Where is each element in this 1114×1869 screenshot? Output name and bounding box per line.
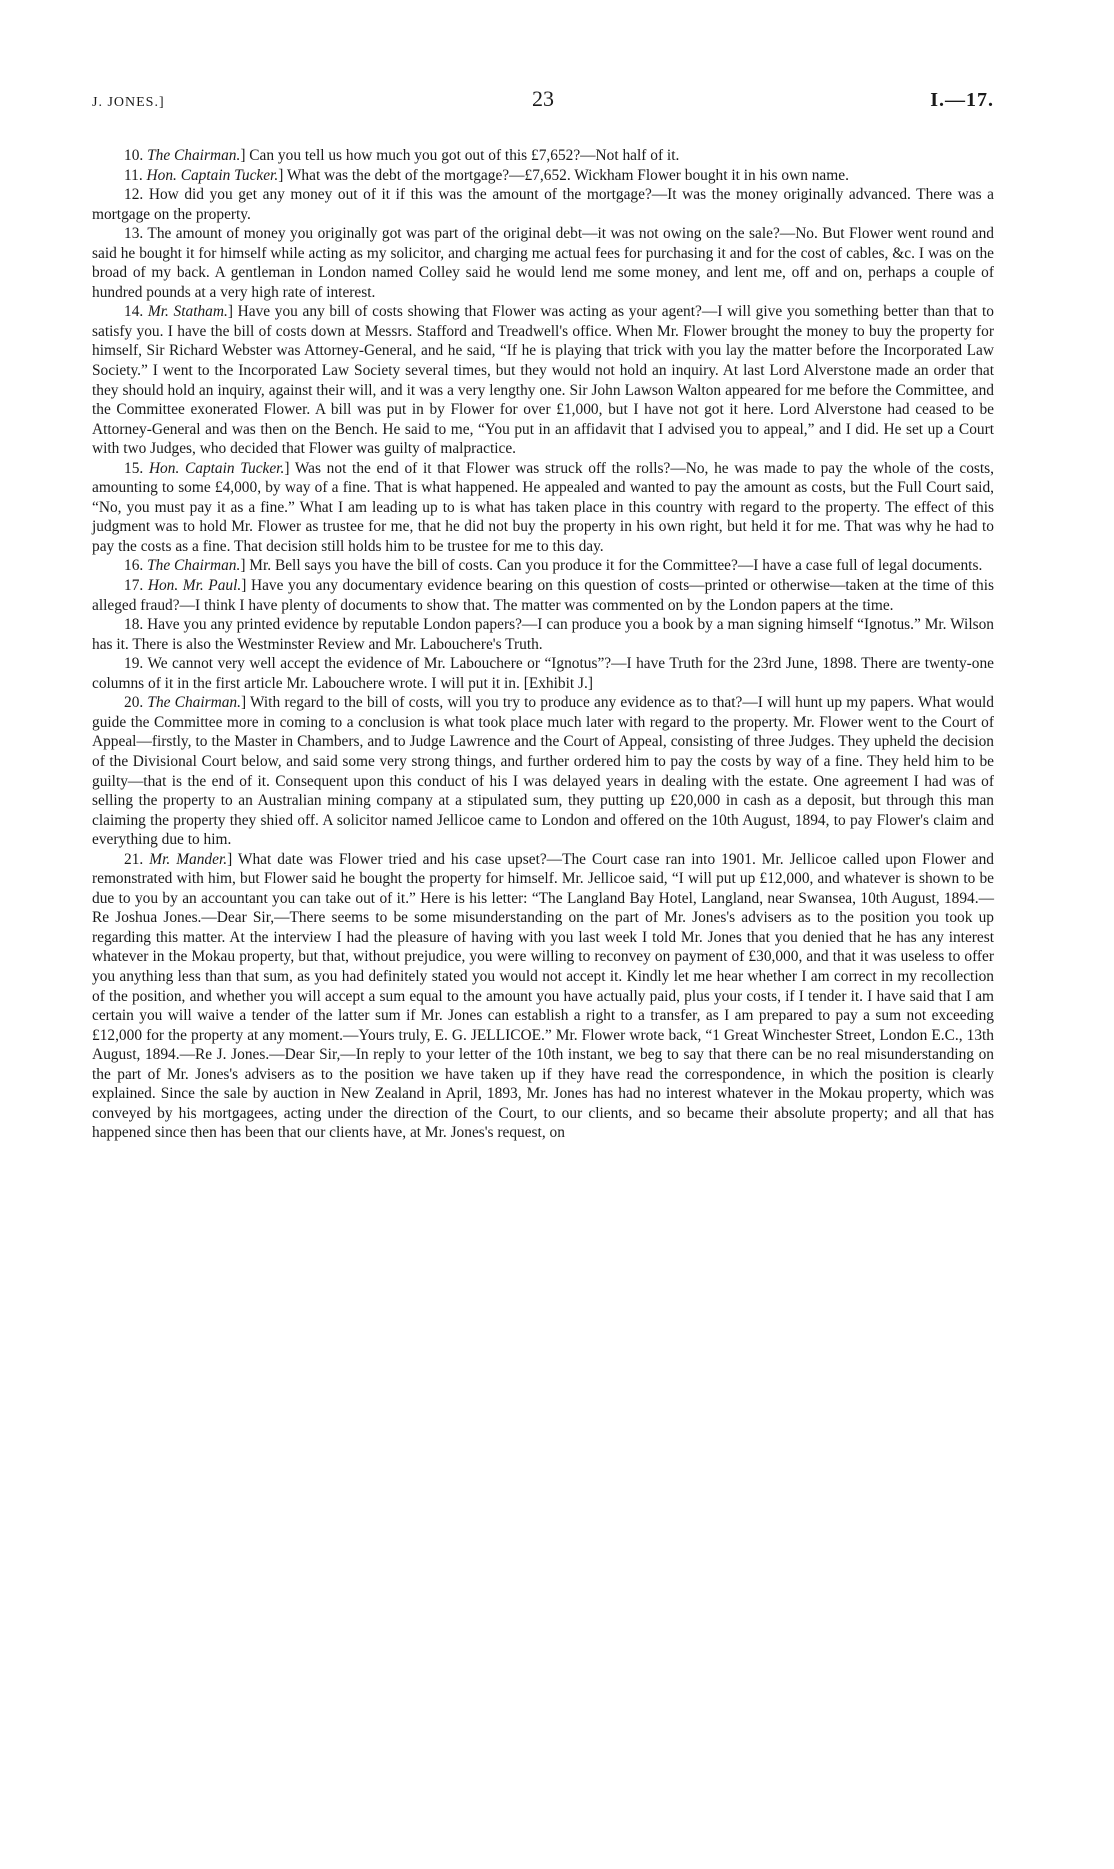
paragraph-number: 19.: [124, 655, 148, 673]
paragraph-number: 12.: [124, 186, 149, 204]
paragraph: [92, 850, 994, 1143]
paragraph-text: ] Was not the end of it that Flower was struck off the rolls?—No, he was made to pay the whole of the costs, amounting to some £4,000, by way of a fine. That is what happened. He appealed and wanted to pay the amount as costs, but the Full Court said, “No, you must pay it as a fine.” What I am leading up to is what has taken place in this country with regard to the property. The effect of this judgment was to hold Mr. Flower as trustee for me, that he did not buy the property in his own right, but held it for me. That was why he had to pay the costs as a fine. That decision still holds him to be trustee for me to this day.: [92, 459, 994, 555]
paragraph-text: ] Mr. Bell says you have the bill of costs. Can you produce it for the Committee?—I have a case full of legal documents.: [240, 557, 983, 575]
document-reference: I.—17.: [930, 89, 994, 111]
page-number: 23: [532, 86, 554, 111]
paragraph-number: 11.: [124, 166, 147, 184]
paragraph-text: How did you get any money out of it if this was the amount of the mortgage?—It was the money originally advanced. There was a mortgage on the property.: [92, 186, 994, 223]
running-head-left: J. JONES.]: [92, 95, 165, 110]
speaker: Mr. Statham.: [147, 303, 228, 321]
speaker: Hon. Mr. Paul.: [147, 577, 242, 595]
paragraph-number: 13.: [124, 225, 148, 243]
paragraph-text: ] Have you any documentary evidence bearing on this question of costs—printed or otherwise—taken at the time of this alleged fraud?—I think I have plenty of documents to show that. The matter was commented on by the London papers at the time.: [92, 577, 994, 614]
speaker: Mr. Mander.: [149, 850, 228, 868]
speaker: Hon. Captain Tucker.: [148, 459, 285, 477]
paragraph-text: ] Can you tell us how much you got out of this £7,652?—Not half of it.: [240, 147, 680, 164]
speaker: Hon. Captain Tucker.: [146, 166, 279, 184]
paragraph: [92, 654, 994, 693]
paragraph-number: 14.: [124, 303, 148, 321]
evidence-body: [92, 146, 994, 1143]
paragraph-text: The amount of money you originally got was part of the original debt—it was not owing on the sale?—No. But Flower went round and said he bought it for himself while acting as my solicitor, and charging me actual fees for purchasing it and for the cost of cables, &c. I was on the broad of my back. A gentleman in London named Colley said he would lend me some money, and lent me, off and on, perhaps a couple of hundred pounds at a very high rate of interest.: [92, 225, 994, 301]
paragraph: [92, 166, 994, 186]
paragraph: [92, 576, 994, 615]
paragraph-text: We cannot very well accept the evidence of Mr. Labouchere or “Ignotus”?—I have Truth for the 23rd June, 1898. There are twenty-one columns of it in the first article Mr. Labouchere wrote. I will put it in. [Exhibit J.]: [92, 655, 995, 692]
paragraph: [92, 615, 994, 654]
paragraph: [92, 693, 994, 849]
paragraph: [92, 556, 994, 576]
paragraph-number: 15.: [124, 459, 149, 477]
speaker: The Chairman.: [147, 694, 241, 712]
paragraph-number: 18.: [124, 616, 148, 634]
paragraph: [92, 224, 994, 302]
paragraph-text: ] What was the debt of the mortgage?—£7,652. Wickham Flower bought it in his own name.: [278, 166, 849, 184]
speaker: The Chairman.: [147, 557, 241, 575]
paragraph: [92, 302, 994, 458]
paragraph-text: Have you any printed evidence by reputable London papers?—I can produce you a book by a man signing himself “Ignotus.” Mr. Wilson has it. There is also the Westminster Review and Mr. Labouchere's Truth.: [92, 616, 994, 653]
paragraph-text: ] With regard to the bill of costs, will you try to produce any evidence as to that?—I will hunt up my papers. What would guide the Committee more in coming to a conclusion is what took place much later with regard to the property. Mr. Flower went to the Court of Appeal—firstly, to the Master in Chambers, and to Judge Lawrence and the Court of Appeal, consisting of three Judges. They upheld the decision of the Divisional Court below, and said some very strong things, and further ordered him to pay the costs by way of a fine. They held him to be guilty—that is the end of it. Consequent upon this conduct of his I was delayed years in dealing with the estate. One agreement I had was of selling the property to an Australian mining company at a stipulated sum, they putting up £20,000 in cash as a deposit, but through this man claiming the property they shied off. A solicitor named Jellicoe came to London and offered on the 10th August, 1894, to pay Flower's claim and everything due to him.: [92, 694, 994, 849]
paragraph-number: 21.: [124, 850, 150, 868]
paragraph-text: ] What date was Flower tried and his case upset?—The Court case ran into 1901. Mr. Jellicoe called upon Flower and remonstrated with him, but Flower said he bought the property for himself. Mr. Jellicoe said, “I will put up £12,000, and whatever is shown to be due to you by an accountant you can take out of it.” Here is his letter: “The Langland Bay Hotel, Langland, near Swansea, 10th August, 1894.—Re Joshua Jones.—Dear Sir,—There seems to be some misunderstanding on the part of Mr. Jones's advisers as to the position you took up regarding this matter. At the interview I had the pleasure of having with you last week I told Mr. Jones that you denied that he has any interest whatever in the Mokau property, but that, without prejudice, you were willing to reconvey on payment of £30,000, and that it was useless to offer you anything less than that sum, as you had definitely stated you would not accept it. Kindly let me hear whether I am correct in my recollection of the position, and whether you will accept a sum equal to the amount you have actually paid, plus your costs, if I tender it. I have said that I am certain you will waive a tender of the latter sum if Mr. Jones can establish a right to a transfer, as I am prepared to pay a sum not exceeding £12,000 for the property at any moment.—Yours truly, E. G. JELLICOE.” Mr. Flower wrote back, “1 Great Winchester Street, London E.C., 13th August, 1894.—Re J. Jones.—Dear Sir,—In reply to your letter of the 10th instant, we beg to say that there can be no real misunderstanding on the part of Mr. Jones's advisers as to the position we have taken up if they have read the correspondence, in which the position is clearly explained. Since the sale by auction in New Zealand in April, 1893, Mr. Jones has had no interest whatever in the Mokau property, which was conveyed by his mortgagees, acting under the direction of the Court, to our clients, and so became their absolute property; and all that has happened since then has been that our clients have, at Mr. Jones's request, on: [92, 850, 994, 1142]
paragraph-number: 16.: [124, 557, 148, 575]
paragraph-text: ] Have you any bill of costs showing that Flower was acting as your agent?—I will give you something better than that to satisfy you. I have the bill of costs down at Messrs. Stafford and Treadwell's office. When Mr. Flower brought the money to buy the property for himself, Sir Richard Webster was Attorney-General, and he said, “If he is playing that trick with you lay the matter before the Incorporated Law Society.” I went to the Incorporated Law Society several times, but they would not hold an inquiry. At last Lord Alverstone made an order that they should hold an inquiry, against their will, and it was a very lengthy one. Sir John Lawson Walton appeared for me before the Committee, and the Committee exonerated Flower. A bill was put in by Flower for over £1,000, but I have not got it here. Lord Alverstone had ceased to be Attorney-General and was then on the Bench. He said to me, “You put in an affidavit that I advised you to appeal,” and I did. He set up a Court with two Judges, who decided that Flower was guilty of malpractice.: [92, 303, 994, 458]
paragraph-number: 20.: [124, 694, 148, 712]
page-header: [92, 86, 994, 146]
paragraph: [92, 459, 994, 557]
paragraph-number: 17.: [124, 577, 148, 595]
paragraph-number: 10.: [124, 147, 148, 164]
speaker: The Chairman.: [147, 147, 241, 164]
paragraph: [92, 146, 994, 166]
paragraph: [92, 185, 994, 224]
